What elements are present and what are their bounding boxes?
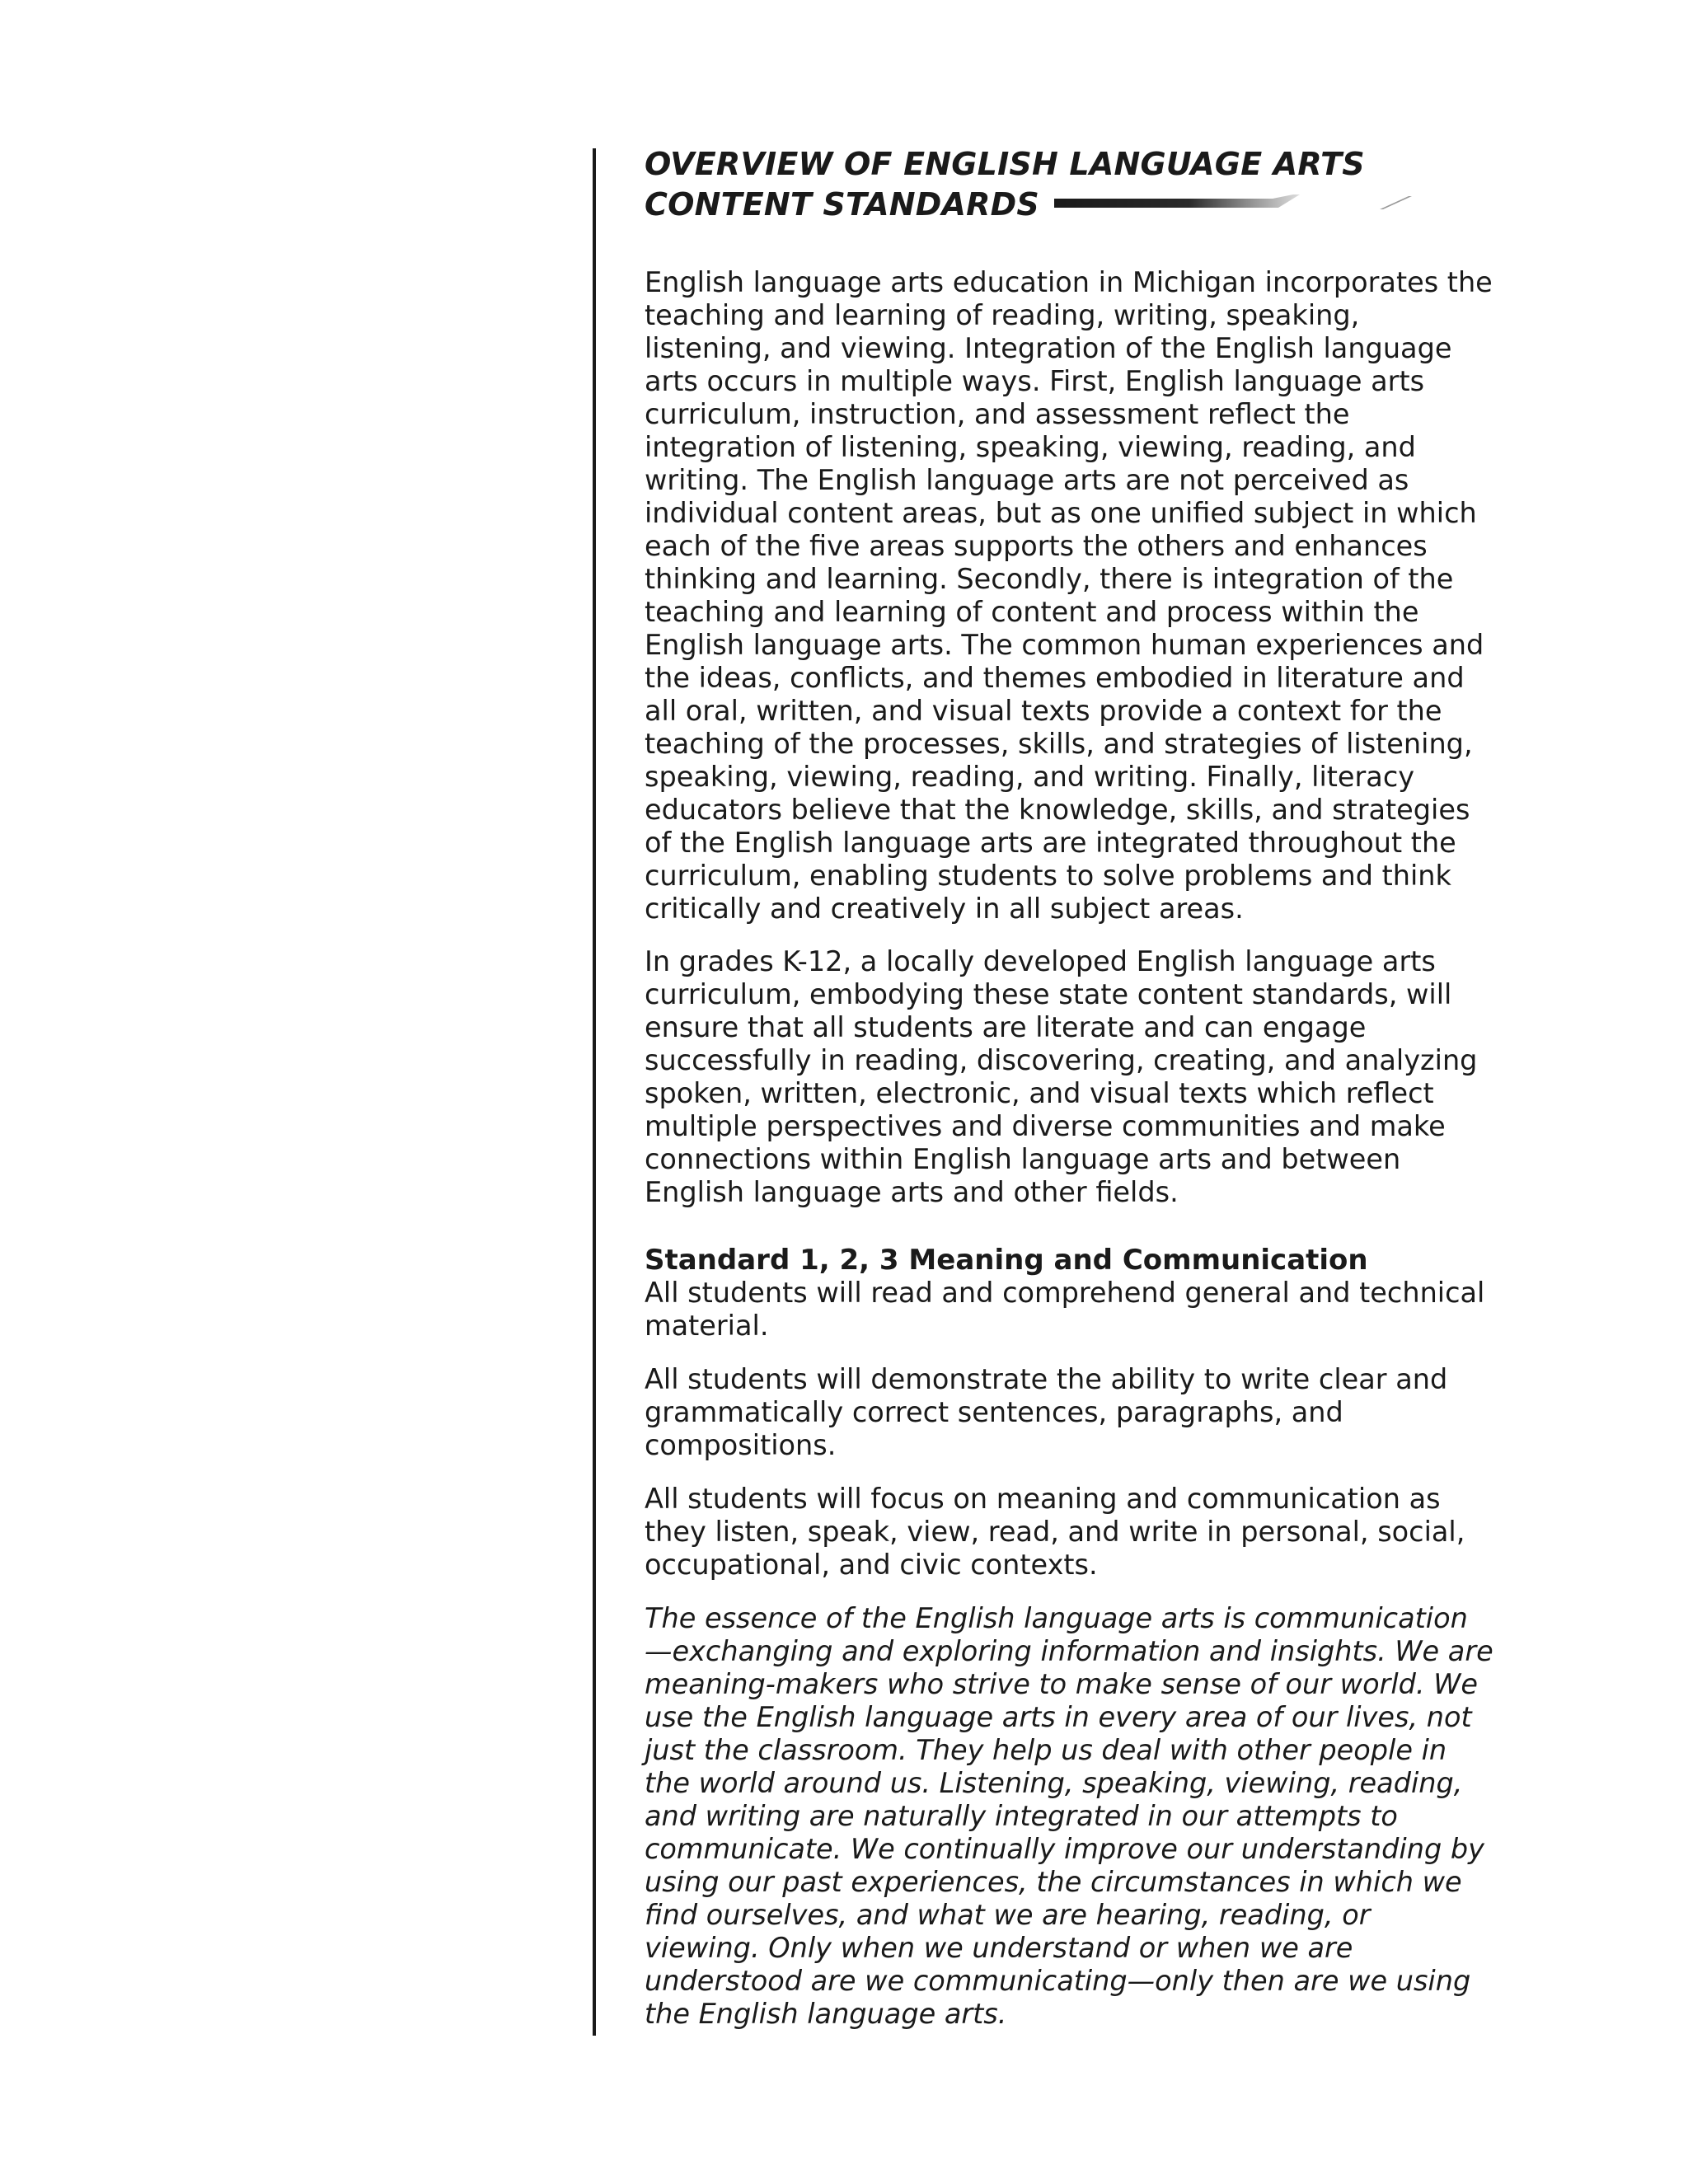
content-column <box>645 144 1493 2031</box>
heading-line-1: OVERVIEW OF ENGLISH LANGUAGE ARTS <box>645 146 1365 182</box>
standard-statement-communicate: All students will focus on meaning and communication as they listen, speak, view, read, and write in personal, social, occupational, and civic contexts. <box>645 1483 1465 1581</box>
swoosh-tail <box>1380 196 1412 209</box>
grades-paragraph: In grades K-12, a locally developed English language arts curriculum, embodying these state content standards, will ensure that all students are literate and can engage successfully in reading, discovering, creating, and analyzing spoken, written, electronic, and visual texts which reflect multiple perspectives and diverse communities and make connections within English language arts and between English language arts and other fields. <box>645 945 1478 1208</box>
standard-statement-write: All students will demonstrate the ability to write clear and grammatically correct sentences, paragraphs, and compositions. <box>645 1363 1448 1461</box>
essence-paragraph: The essence of the English language arts is communication—exchanging and exploring information and insights. We are meaning-makers who strive to make sense of our world. We use the English language arts in every area of our lives, not just the classroom. They help us deal with other people in the world around us. Listening, speaking, viewing, reading, and writing are naturally integrated in our attempts to communicate. We continually improve our understanding by using our past experiences, the circumstances in which we find ourselves, and what we are hearing, reading, or viewing. Only when we understand or when we are understood are we communicating—only then are we using the English language arts. <box>645 1602 1493 2030</box>
standard-title: Standard 1, 2, 3 Meaning and Communication <box>645 1244 1368 1277</box>
left-margin-rule <box>593 148 596 2036</box>
section-heading <box>645 144 1493 225</box>
standard-statement-read: All students will read and comprehend general and technical material. <box>645 1277 1485 1342</box>
intro-paragraph: English language arts education in Michigan incorporates the teaching and learning of reading, writing, speaking, listening, and viewing. Integration of the English language arts occurs in multiple ways. First, English language arts curriculum, instruction, and assessment reflect the integration of listening, speaking, viewing, reading, and writing. The English language arts are not perceived as individual content areas, but as one unified subject in which each of the five areas supports the others and enhances thinking and learning. Secondly, there is integration of the teaching and learning of content and process within the English language arts. The common human experiences and the ideas, conflicts, and themes embodied in literature and all oral, written, and visual texts provide a context for the teaching of the processes, skills, and strategies of listening, speaking, viewing, reading, and writing. Finally, literacy educators believe that the knowledge, skills, and strategies of the English language arts are integrated throughout the curriculum, enabling students to solve problems and think critically and creatively in all subject areas. <box>645 266 1493 925</box>
heading-line-2-wrapper <box>645 185 1493 225</box>
heading-line-2: CONTENT STANDARDS <box>645 186 1039 223</box>
swoosh-bar <box>1054 194 1300 208</box>
heading-swoosh-graphic <box>1054 191 1417 216</box>
